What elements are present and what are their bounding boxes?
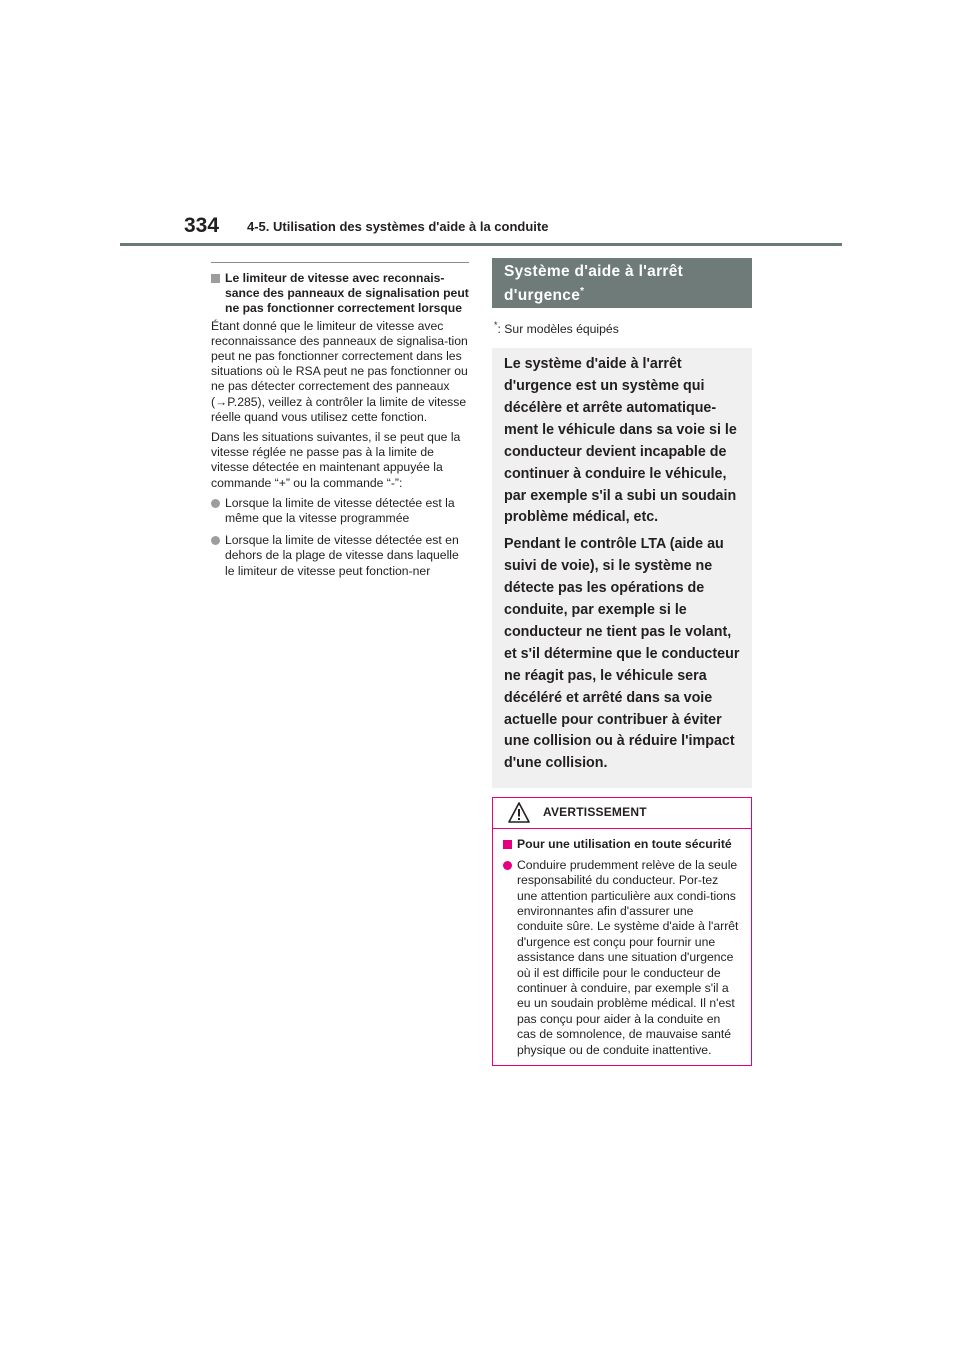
- header-rule: [120, 243, 842, 246]
- body-paragraph: Étant donné que le limiteur de vitesse avec reconnaissance des panneaux de signalisa-tion peut ne pas fonctionner correctement dans les situations où le RSA peut ne pas fonctionner ou ne pas détecter correctement des panneaux (→P.285), veillez à contrôler la limite de vitesse réelle quand vous utilisez cette fonction.: [211, 318, 468, 424]
- warning-heading-text: Pour une utilisation en toute sécurité: [517, 837, 732, 852]
- list-item-text: Lorsque la limite de vitesse détectée est en dehors de la plage de vitesse dans laquelle le limiteur de vitesse peut fonction-ner: [225, 533, 459, 578]
- list-item: [211, 496, 469, 526]
- section-divider: [211, 262, 469, 263]
- footnote-text: : Sur modèles équipés: [497, 322, 619, 337]
- intro-box: [492, 348, 752, 788]
- warning-header: [493, 798, 751, 829]
- square-bullet-icon: [503, 840, 512, 849]
- chapter-title: 4-5. Utilisation des systèmes d'aide à la conduite: [247, 219, 549, 234]
- right-column: [492, 258, 752, 1066]
- warning-box: [492, 797, 752, 1066]
- intro-paragraph: Le système d'aide à l'arrêt d'urgence est un système qui décélère et arrête automatique-ment le véhicule dans sa voie si le conducteur devient incapable de continuer à conduire le véhicule, par exemple s'il a subi un soudain problème médical, etc.: [504, 356, 737, 526]
- section-header: [492, 258, 752, 308]
- subsection-heading-text: Le limiteur de vitesse avec reconnais-sance des panneaux de signalisation peut ne pas fonctionner correctement lorsque: [225, 271, 469, 316]
- warning-item-text: Conduire prudemment relève de la seule responsabilité du conducteur. Por-tez une attention particulière aux condi-tions environnantes afin d'assurer une conduite sûre. Le système d'aide à l'arrêt d'urgence est conçu pour fournir une assistance dans une situation d'urgence où il est difficile pour le conducteur de continuer à conduire, par exemple s'il a eu un soudain problème médical. Il n'est pas conçu pour aider à la conduite en cas de somnolence, de mauvaise santé physique ou de conduite inattentive.: [517, 857, 739, 1057]
- section-title: Système d'aide à l'arrêt d'urgence: [504, 263, 684, 305]
- section-title-mark: *: [580, 286, 585, 297]
- footnote: [492, 320, 752, 336]
- warning-title: AVERTISSEMENT: [543, 805, 647, 820]
- page-number: 334: [184, 214, 220, 237]
- circle-bullet-icon: [211, 536, 220, 545]
- warning-triangle-icon: [508, 802, 530, 824]
- body-paragraph: Dans les situations suivantes, il se peut que la vitesse réglée ne passe pas à la limite de vitesse détectée en maintenant appuyée la commande “+” ou la commande “-”:: [211, 430, 461, 490]
- list-item-text: Lorsque la limite de vitesse détectée est la même que la vitesse programmée: [225, 495, 455, 526]
- circle-bullet-icon: [211, 499, 220, 508]
- subsection-heading: [211, 271, 469, 317]
- square-bullet-icon: [211, 274, 220, 283]
- warning-body: [493, 829, 751, 1058]
- warning-item: [503, 858, 741, 1058]
- left-column: [211, 262, 469, 586]
- footnote-mark: *: [494, 320, 498, 330]
- warning-heading: [503, 837, 741, 852]
- circle-bullet-icon: [503, 861, 512, 870]
- list-item: [211, 533, 469, 579]
- intro-paragraph: Pendant le contrôle LTA (aide au suivi de voie), si le système ne détecte pas les opérations de conduite, par exemple si le conducteur ne tient pas le volant, et s'il détermine que le conducteur ne réagit pas, le véhicule sera décéléré et arrêté dans sa voie actuelle pour contribuer à éviter une collision ou à réduire l'impact d'une collision.: [504, 536, 740, 772]
